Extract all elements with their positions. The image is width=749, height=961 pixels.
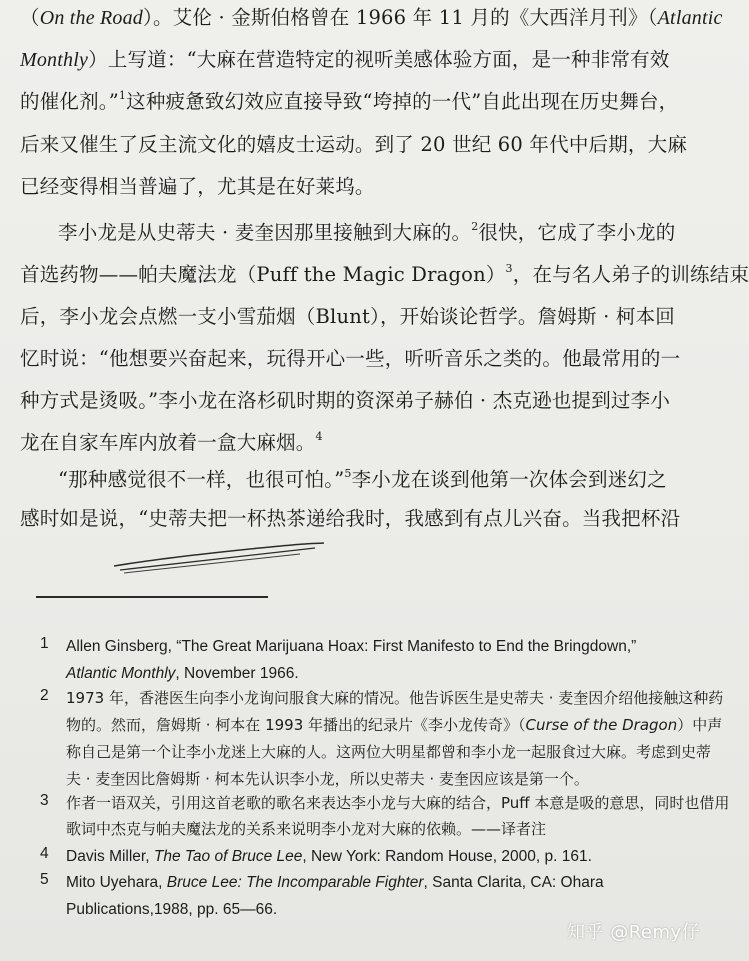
- text-segment: 首选药物——帕夫魔法龙（Puff the Magic Dragon）: [20, 263, 506, 286]
- body-line: [20, 88, 710, 116]
- body-line: [20, 429, 710, 457]
- footnote-number: 5: [40, 871, 49, 888]
- text-segment: ）。艾伦 · 金斯伯格曾在 1966 年 11 月的《大西洋月刊》（: [143, 6, 658, 29]
- text-segment: 物的。然而，詹姆斯 · 柯本在 1993 年播出的纪录片《李小龙传奇》（: [66, 716, 526, 734]
- text-segment: Mito Uyehara,: [66, 874, 167, 891]
- body-line: [20, 4, 723, 32]
- italic-title: The Tao of Bruce Lee: [153, 848, 303, 865]
- text-segment: 作者一语双关，引用这首老歌的歌名来表达李小龙与大麻的结合，Puff 本意是吸的意思，同时也借用: [66, 794, 730, 812]
- text-segment: （: [20, 6, 40, 29]
- footnote-line: [66, 660, 706, 687]
- body-line: [20, 131, 710, 159]
- text-segment: ，在与名人弟子的训练结束: [512, 263, 749, 286]
- footnote-line: [66, 869, 706, 896]
- text-segment: 夫 · 麦奎因比詹姆斯 · 柯本先认识李小龙，所以史蒂夫 · 麦奎因应该是第一个。: [66, 770, 589, 788]
- footnote-marker: 5: [344, 467, 352, 480]
- text-segment: ）上写道：“大麻在营造特定的视听美感体验方面，是一种非常有效: [88, 48, 670, 71]
- text-segment: ）中声: [677, 716, 723, 734]
- italic-title: Bruce Lee: The Incomparable Fighter: [166, 874, 424, 891]
- body-line: [58, 219, 748, 247]
- body-line: [20, 345, 710, 373]
- footnote-line: [66, 790, 730, 816]
- text-segment: Davis Miller,: [66, 848, 154, 865]
- footnote-line: [66, 633, 706, 660]
- footnote-number: 3: [40, 792, 49, 809]
- text-segment: , Santa Clarita, CA: Ohara: [423, 874, 604, 891]
- text-segment: 已经变得相当普遍了，尤其是在好莱坞。: [20, 175, 375, 198]
- footnote-line: [66, 816, 706, 842]
- text-segment: Publications,1988, pp. 65—66.: [66, 901, 278, 918]
- footnote-line: [66, 843, 706, 870]
- footnote-marker: 3: [505, 262, 513, 275]
- text-segment: 后，李小龙会点燃一支小雪茄烟（Blunt），开始谈论哲学。詹姆斯 · 柯本回: [20, 305, 675, 328]
- body-line: [20, 261, 749, 289]
- text-segment: 的催化剂。”: [20, 90, 119, 113]
- footnote-marker: 1: [118, 89, 127, 102]
- text-segment: 李小龙是从史蒂夫 · 麦奎因那里接触到大麻的。: [58, 221, 472, 244]
- book-title-italic: Monthly: [20, 49, 89, 71]
- pen-scribble: [110, 540, 330, 580]
- text-segment: 歌词中杰克与帕夫魔法龙的关系来说明李小龙对大麻的依赖。——译者注: [66, 820, 547, 838]
- text-segment: 忆时说：“他想要兴奋起来，玩得开心一些，听听音乐之类的。他最常用的一: [20, 347, 681, 370]
- footnote-number: 2: [40, 687, 49, 704]
- zhihu-watermark: 知乎 @Remy仔: [567, 922, 701, 943]
- footnote-marker: 2: [471, 220, 479, 233]
- text-segment: 种方式是烫吸。”李小龙在洛杉矶时期的资深弟子赫伯 · 杰克逊也提到过李小: [20, 389, 671, 412]
- italic-title: Atlantic Monthly: [66, 665, 176, 682]
- footnote-line: [66, 766, 706, 793]
- body-line: [20, 46, 710, 74]
- body-line: [20, 173, 710, 201]
- text-segment: , New York: Random House, 2000, p. 161.: [302, 848, 592, 865]
- text-segment: Allen Ginsberg, “The Great Marijuana Hoax: First Manifesto to End the Bringdown,”: [66, 638, 637, 655]
- text-segment: 称自己是第一个让李小龙迷上大麻的人。这两位大明星都曾和李小龙一起服食过大麻。考虑到史蒂: [66, 743, 712, 761]
- footnote-line: [66, 739, 712, 766]
- book-title-italic: On the Road: [39, 7, 143, 29]
- text-segment: 感时如是说，“史蒂夫把一杯热茶递给我时，我感到有点儿兴奋。当我把杯沿: [20, 507, 681, 530]
- text-segment: “那种感觉很不一样，也很可怕。”: [58, 468, 345, 491]
- footnote-line: [66, 712, 723, 739]
- body-line: [20, 387, 710, 415]
- text-segment: 很快，它成了李小龙的: [478, 221, 676, 244]
- text-segment: , November 1966.: [175, 665, 299, 682]
- text-segment: 这种疲惫致幻效应直接导致“垮掉的一代”自此出现在历史舞台，: [126, 90, 679, 113]
- book-title-italic: Atlantic: [657, 7, 723, 29]
- text-segment: 1973 年，香港医生向李小龙询问服食大麻的情况。他告诉医生是史蒂夫 · 麦奎因介绍他接触这种药: [66, 689, 724, 707]
- footnote-divider: [36, 596, 268, 598]
- footnote-number: 4: [40, 845, 49, 862]
- footnote-line: [66, 685, 724, 712]
- footnote-marker: 4: [315, 430, 323, 443]
- text-segment: 李小龙在谈到他第一次体会到迷幻之: [351, 468, 667, 491]
- text-segment: 后来又催生了反主流文化的嬉皮士运动。到了 20 世纪 60 年代中后期，大麻: [20, 133, 688, 156]
- italic-title: Curse of the Dragon: [525, 716, 678, 734]
- footnote-number: 1: [40, 635, 49, 652]
- text-segment: 龙在自家车库内放着一盒大麻烟。: [20, 431, 316, 454]
- body-line: [20, 505, 710, 533]
- body-line: [58, 466, 748, 494]
- body-line: [20, 303, 710, 331]
